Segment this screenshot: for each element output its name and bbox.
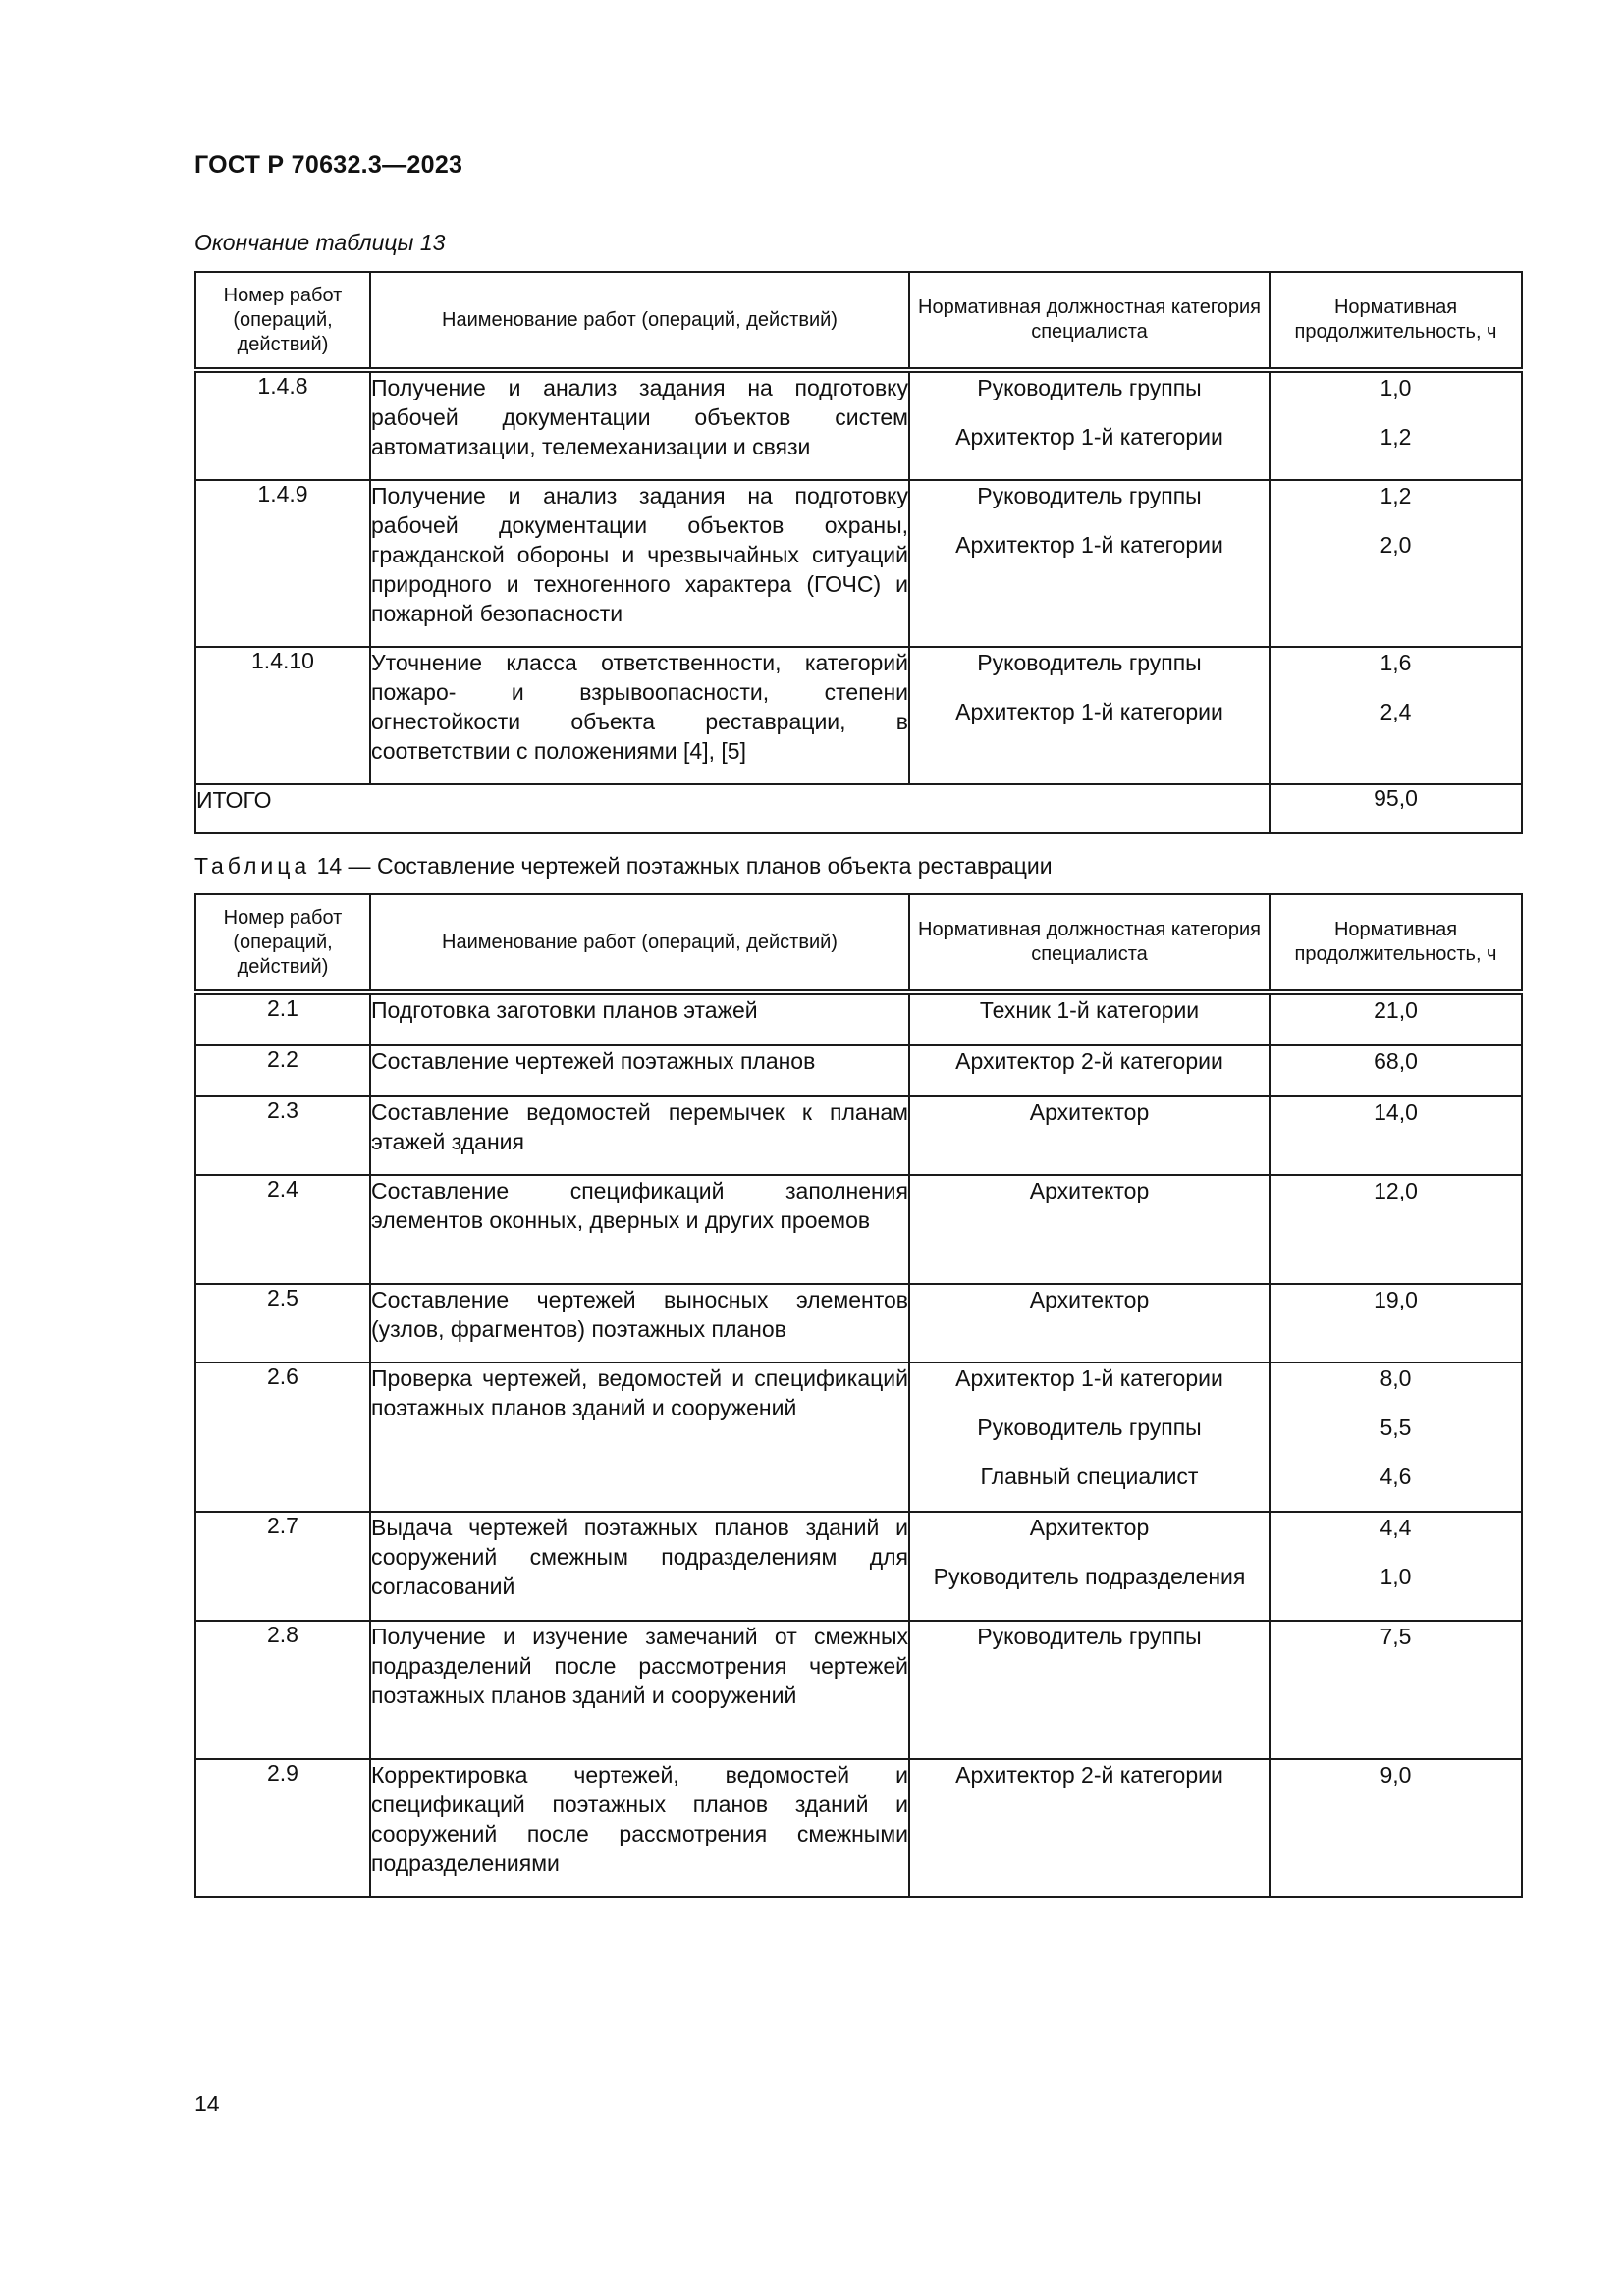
duration-cell: 14,0 [1374, 1099, 1418, 1125]
table14-caption-prefix: Таблица [194, 853, 311, 879]
row-number: 2.5 [195, 1284, 370, 1362]
total-label: ИТОГО [195, 784, 1270, 833]
category-cell: Руководитель группы [977, 375, 1202, 400]
row-work: Получение и анализ задания на подготовку рабочей документации объектов систем автоматизации, телемеханизации и связи [370, 370, 909, 480]
table13-caption: Окончание таблицы 13 [194, 230, 446, 255]
row-durations [1270, 647, 1522, 784]
total-value: 95,0 [1270, 784, 1522, 833]
row-durations [1270, 1045, 1522, 1096]
row-categories [909, 480, 1270, 647]
table13-header-num: Номер работ (операций, действий) [195, 272, 370, 370]
table-row [195, 992, 1522, 1045]
row-durations [1270, 992, 1522, 1045]
table14-caption [194, 853, 1053, 880]
row-work: Составление чертежей выносных элементов (узлов, фрагментов) поэтажных планов [370, 1284, 909, 1362]
category-cell: Архитектор [1029, 1178, 1150, 1203]
row-categories [909, 1284, 1270, 1362]
row-work: Выдача чертежей поэтажных планов зданий и сооружений смежным подразделениям для согласований [370, 1512, 909, 1621]
row-durations [1270, 480, 1522, 647]
row-categories [909, 1759, 1270, 1897]
duration-cell: 4,6 [1380, 1464, 1412, 1489]
table-row [195, 1045, 1522, 1096]
row-durations [1270, 1175, 1522, 1284]
row-categories [909, 1621, 1270, 1759]
table13-header-work: Наименование работ (операций, действий) [370, 272, 909, 370]
row-durations [1270, 1512, 1522, 1621]
table-row [195, 370, 1522, 480]
row-work: Получение и изучение замечаний от смежных подразделений после рассмотрения чертежей поэтажных планов зданий и сооружений [370, 1621, 909, 1759]
row-work: Составление чертежей поэтажных планов [370, 1045, 909, 1096]
row-durations [1270, 1096, 1522, 1175]
row-work: Составление ведомостей перемычек к планам этажей здания [370, 1096, 909, 1175]
row-number: 2.4 [195, 1175, 370, 1284]
row-categories [909, 992, 1270, 1045]
table-row [195, 1096, 1522, 1175]
table-row [195, 647, 1522, 784]
row-categories [909, 1045, 1270, 1096]
table-row [195, 1175, 1522, 1284]
row-number: 2.7 [195, 1512, 370, 1621]
table-row [195, 1621, 1522, 1759]
row-durations [1270, 1759, 1522, 1897]
category-cell: Руководитель группы [977, 650, 1202, 675]
document-standard-title: ГОСТ Р 70632.3—2023 [194, 151, 463, 179]
table13 [194, 271, 1523, 834]
row-number: 1.4.8 [195, 370, 370, 480]
category-cell: Техник 1-й категории [979, 997, 1200, 1023]
row-durations [1270, 1621, 1522, 1759]
row-categories [909, 370, 1270, 480]
duration-cell: 8,0 [1380, 1365, 1412, 1391]
category-cell: Руководитель группы [977, 483, 1202, 508]
table-row [195, 480, 1522, 647]
category-cell: Архитектор [1029, 1099, 1150, 1125]
category-cell: Архитектор [1029, 1515, 1150, 1540]
row-number: 2.8 [195, 1621, 370, 1759]
duration-cell: 4,4 [1380, 1515, 1412, 1540]
category-cell: Главный специалист [980, 1464, 1199, 1489]
duration-cell: 12,0 [1374, 1178, 1418, 1203]
row-durations [1270, 1362, 1522, 1512]
table13-total-row [195, 784, 1522, 833]
row-work: Проверка чертежей, ведомостей и спецификаций поэтажных планов зданий и сооружений [370, 1362, 909, 1512]
category-cell: Архитектор 1-й категории [955, 532, 1223, 558]
table13-header-duration: Нормативная продолжительность, ч [1270, 272, 1522, 370]
page-number: 14 [194, 2091, 220, 2116]
duration-cell: 5,5 [1380, 1415, 1412, 1440]
duration-cell: 9,0 [1380, 1762, 1412, 1788]
table14 [194, 893, 1523, 1898]
row-work: Подготовка заготовки планов этажей [370, 992, 909, 1045]
table13-header-row [195, 272, 1522, 370]
row-work: Составление спецификаций заполнения элементов оконных, дверных и других проемов [370, 1175, 909, 1284]
table14-header-num: Номер работ (операций, действий) [195, 894, 370, 992]
table13-header-category: Нормативная должностная категория специалиста [909, 272, 1270, 370]
table14-header-duration: Нормативная продолжительность, ч [1270, 894, 1522, 992]
duration-cell: 2,4 [1380, 699, 1412, 724]
category-cell: Руководитель группы [977, 1624, 1202, 1649]
row-number: 2.9 [195, 1759, 370, 1897]
duration-cell: 1,6 [1380, 650, 1412, 675]
row-number: 2.2 [195, 1045, 370, 1096]
row-number: 2.6 [195, 1362, 370, 1512]
table-row [195, 1759, 1522, 1897]
table14-header-category: Нормативная должностная категория специалиста [909, 894, 1270, 992]
table14-header-work: Наименование работ (операций, действий) [370, 894, 909, 992]
row-categories [909, 1512, 1270, 1621]
category-cell: Архитектор 2-й категории [955, 1762, 1223, 1788]
row-work: Корректировка чертежей, ведомостей и спецификаций поэтажных планов зданий и сооружений после рассмотрения смежными подразделениями [370, 1759, 909, 1897]
category-cell: Архитектор 1-й категории [955, 699, 1223, 724]
category-cell: Архитектор 1-й категории [955, 424, 1223, 450]
row-number: 1.4.10 [195, 647, 370, 784]
row-categories [909, 1096, 1270, 1175]
duration-cell: 1,2 [1380, 483, 1412, 508]
row-categories [909, 647, 1270, 784]
row-number: 2.1 [195, 992, 370, 1045]
table-row [195, 1284, 1522, 1362]
duration-cell: 1,0 [1380, 1564, 1412, 1589]
duration-cell: 2,0 [1380, 532, 1412, 558]
table14-caption-text: 14 — Составление чертежей поэтажных планов объекта реставрации [310, 853, 1053, 879]
row-durations [1270, 370, 1522, 480]
table14-header-row [195, 894, 1522, 992]
duration-cell: 68,0 [1374, 1048, 1418, 1074]
category-cell: Руководитель подразделения [933, 1564, 1246, 1589]
category-cell: Архитектор 2-й категории [955, 1048, 1223, 1074]
category-cell: Руководитель группы [977, 1415, 1202, 1440]
row-number: 1.4.9 [195, 480, 370, 647]
table-row [195, 1362, 1522, 1512]
row-work: Уточнение класса ответственности, категорий пожаро- и взрывоопасности, степени огнестойкости объекта реставрации, в соответствии с положениями [4], [5] [370, 647, 909, 784]
duration-cell: 19,0 [1374, 1287, 1418, 1312]
row-work: Получение и анализ задания на подготовку рабочей документации объектов охраны, гражданской обороны и чрезвычайных ситуаций природного и техногенного характера (ГОЧС) и пожарной безопасности [370, 480, 909, 647]
row-categories [909, 1362, 1270, 1512]
row-categories [909, 1175, 1270, 1284]
table-row [195, 1512, 1522, 1621]
row-durations [1270, 1284, 1522, 1362]
duration-cell: 7,5 [1380, 1624, 1412, 1649]
row-number: 2.3 [195, 1096, 370, 1175]
duration-cell: 1,0 [1380, 375, 1412, 400]
duration-cell: 1,2 [1380, 424, 1412, 450]
category-cell: Архитектор 1-й категории [955, 1365, 1223, 1391]
category-cell: Архитектор [1029, 1287, 1150, 1312]
duration-cell: 21,0 [1374, 997, 1418, 1023]
